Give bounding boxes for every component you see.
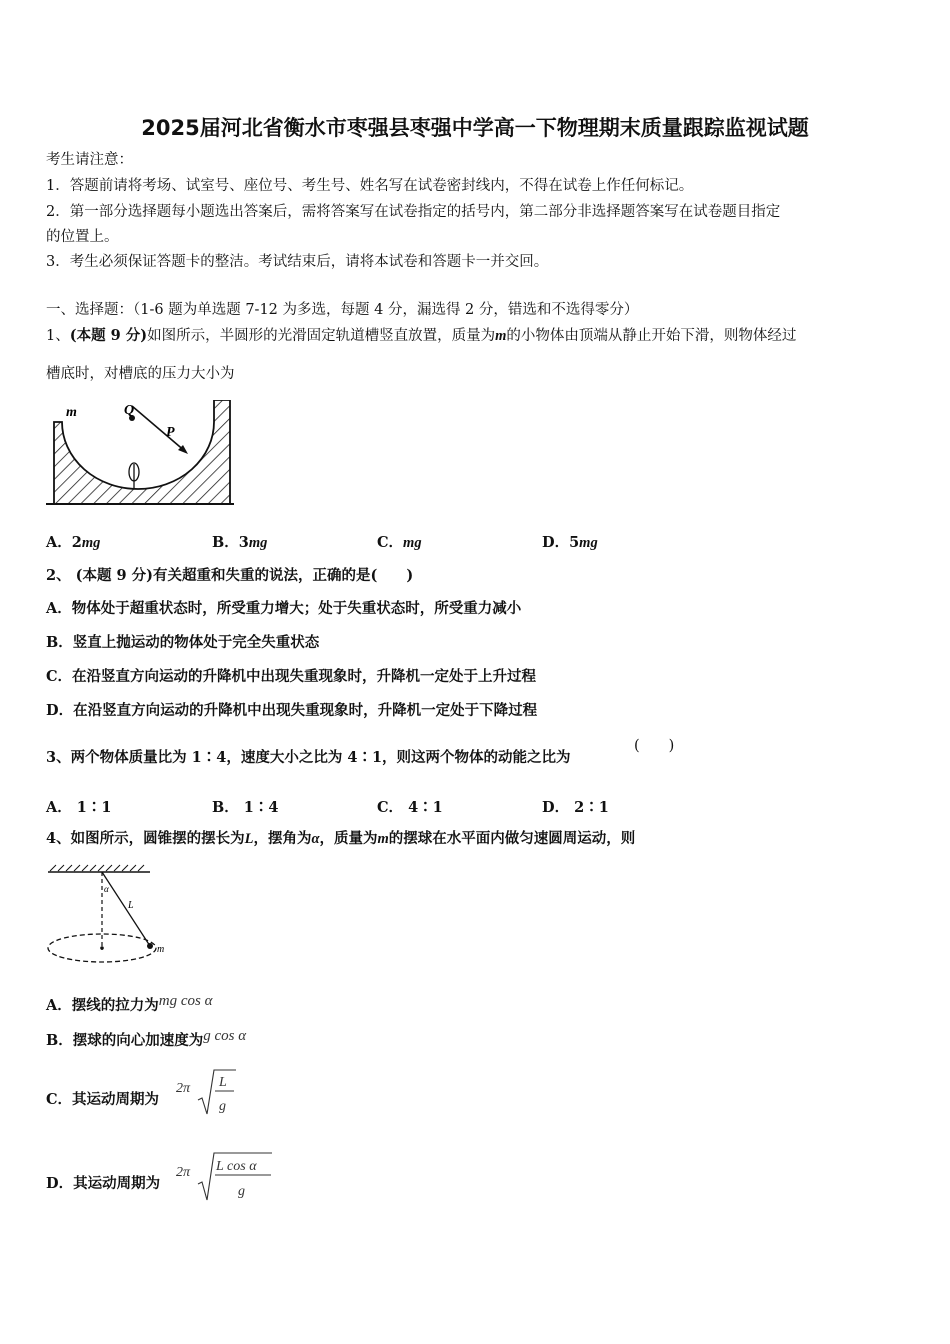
q2-option-b[interactable]: B．竖直上抛运动的物体处于完全失重状态 [46, 634, 320, 651]
q1-figure-semicircle-track [44, 400, 236, 512]
label-l: L [128, 900, 134, 911]
sqrt-sign [198, 1070, 236, 1114]
notice-item-1: 1．答题前请将考场、试室号、座位号、考生号、姓名写在试卷密封线内，不得在试卷上作任何标记。 [46, 178, 694, 194]
q4-var-m: m [377, 831, 389, 847]
q3-option-c[interactable]: C． 4∶1 [377, 799, 443, 816]
q4-option-a-formula: mg cos α [158, 993, 213, 1009]
q1-option-a[interactable]: A．2mg [46, 534, 101, 551]
notice-item-3: 3．考生必须保证答题卡的整洁。考试结束后，请将本试卷和答题卡一并交回。 [46, 254, 549, 270]
label-p: P [166, 425, 175, 440]
q2-stem: 2、 (本题 9 分)有关超重和失重的说法，正确的是( ) [46, 567, 414, 584]
q1-option-d[interactable]: D．5mg [542, 534, 598, 551]
svg-text:2π: 2π [176, 1081, 191, 1096]
q4-var-l: L [244, 831, 254, 847]
q4-figure-conical-pendulum [44, 862, 174, 972]
q3-option-b[interactable]: B． 1∶4 [212, 799, 279, 816]
q1-var-m: m [495, 328, 507, 344]
pendulum-bob [147, 943, 153, 949]
page-title: 2025届河北省衡水市枣强县枣强中学高一下物理期末质量跟踪监视试题 [141, 116, 809, 140]
q4-option-d-formula [174, 1148, 284, 1204]
q1-text-a: 如图所示，半圆形的光滑固定轨道槽竖直放置，质量为 [147, 328, 496, 344]
q1-points: (本题 9 分) [69, 327, 148, 344]
q2-option-a[interactable]: A．物体处于超重状态时，所受重力增大；处于失重状态时，所受重力减小 [46, 600, 522, 617]
pendulum-string [102, 872, 150, 946]
svg-text:L: L [219, 1075, 227, 1090]
label-m: m [66, 405, 77, 420]
arrow-line [132, 406, 186, 452]
label-m: m [157, 944, 165, 955]
label-q: Q [124, 403, 135, 418]
q4-option-b-formula: g cos α [203, 1028, 247, 1044]
q1-stem-line2: 槽底时，对槽底的压力大小为 [46, 366, 235, 382]
q4-var-alpha: α [311, 831, 320, 847]
circle-center-dot [100, 946, 104, 950]
notice-item-2: 2．第一部分选择题每小题选出答案后，需将答案写在试卷指定的括号内，第二部分非选择题答案写在试卷题目指定 [46, 204, 781, 220]
q4-option-c[interactable]: C．其运动周期为 [46, 1091, 160, 1108]
q4-option-a[interactable]: A．摆线的拉力为mg cos α [46, 993, 213, 1014]
q2-option-d[interactable]: D．在沿竖直方向运动的升降机中出现失重现象时，升降机一定处于下降过程 [46, 702, 538, 719]
q4-option-d[interactable]: D．其运动周期为 [46, 1175, 161, 1192]
q2-option-c[interactable]: C．在沿竖直方向运动的升降机中出现失重现象时，升降机一定处于上升过程 [46, 668, 537, 685]
q4-stem: 4、如图所示，圆锥摆的摆长为L，摆角为α，质量为m的摆球在水平面内做匀速圆周运动，则 [46, 830, 636, 847]
q4-option-b[interactable]: B．摆球的向心加速度为g cos α [46, 1028, 247, 1049]
svg-text:2π: 2π [176, 1165, 191, 1180]
q1-text-b: 的小物体由顶端从静止开始下滑，则物体经过 [506, 328, 797, 344]
q4-option-c-formula [174, 1064, 244, 1120]
q3-answer-paren: ( ) [634, 738, 675, 754]
ceiling-hatching [50, 865, 144, 871]
q1-option-c[interactable]: C．mg [377, 534, 422, 551]
q3-option-a[interactable]: A． 1∶1 [46, 799, 112, 816]
q1-number: 1、 [46, 328, 70, 344]
svg-text:L cos α: L cos α [216, 1159, 257, 1174]
q3-stem: 3、两个物体质量比为 1∶4，速度大小之比为 4∶1，则这两个物体的动能之比为 [46, 749, 571, 766]
label-alpha: α [104, 884, 109, 894]
q3-option-d[interactable]: D． 2∶1 [542, 799, 609, 816]
q1-option-b[interactable]: B．3mg [212, 534, 268, 551]
svg-text:g: g [219, 1099, 226, 1114]
svg-text:g: g [238, 1184, 245, 1199]
notice-item-2-cont: 的位置上。 [46, 229, 119, 245]
section-heading: 一、选择题：（1-6 题为单选题 7-12 为多选，每题 4 分，漏选得 2 分，错选和不选得零分） [46, 302, 639, 318]
q1-stem-line1 [46, 326, 796, 346]
notice-heading: 考生请注意： [46, 152, 133, 168]
